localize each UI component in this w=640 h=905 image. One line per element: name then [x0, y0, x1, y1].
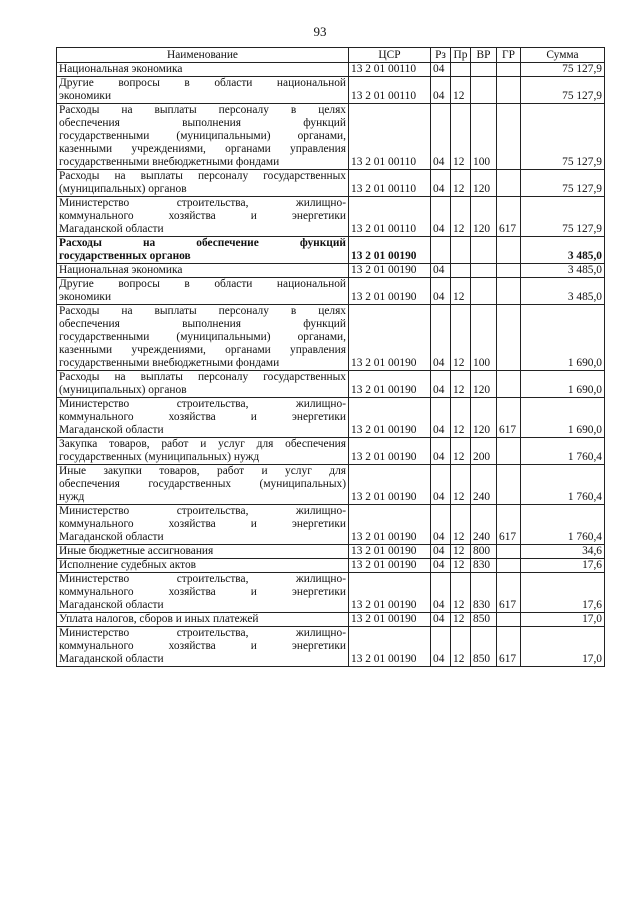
row-csr: 13 2 01 00190 — [349, 573, 431, 613]
row-sum: 3 485,0 — [521, 237, 605, 264]
row-sum: 3 485,0 — [521, 264, 605, 278]
row-csr: 13 2 01 00190 — [349, 613, 431, 627]
page-number: 93 — [313, 24, 327, 39]
row-name-line: Магаданской области — [59, 653, 164, 665]
row-rz: 04 — [431, 77, 451, 104]
row-gr — [497, 264, 521, 278]
row-sum: 75 127,9 — [521, 170, 605, 197]
row-pr: 12 — [451, 305, 471, 371]
row-rz: 04 — [431, 197, 451, 237]
row-gr — [497, 63, 521, 77]
row-pr: 12 — [451, 371, 471, 398]
row-name-line: Министерство строительства, жилищно- — [59, 398, 346, 410]
row-sum: 17,6 — [521, 559, 605, 573]
row-pr: 12 — [451, 465, 471, 505]
row-pr — [451, 63, 471, 77]
row-vr: 100 — [471, 305, 497, 371]
row-pr: 12 — [451, 627, 471, 667]
row-rz: 04 — [431, 438, 451, 465]
table-row — [57, 627, 605, 667]
row-csr: 13 2 01 00190 — [349, 438, 431, 465]
row-gr — [497, 465, 521, 505]
row-gr — [497, 545, 521, 559]
row-rz: 04 — [431, 545, 451, 559]
row-name-line: (муниципальных) органов — [59, 384, 187, 396]
row-rz: 04 — [431, 63, 451, 77]
table-row — [57, 264, 605, 278]
table-row — [57, 77, 605, 104]
row-rz: 04 — [431, 398, 451, 438]
row-vr: 830 — [471, 573, 497, 613]
row-name-line: государственными внебюджетными фондами — [59, 357, 280, 369]
row-sum: 1 760,4 — [521, 438, 605, 465]
row-sum: 3 485,0 — [521, 278, 605, 305]
row-csr: 13 2 01 00110 — [349, 170, 431, 197]
row-csr: 13 2 01 00190 — [349, 545, 431, 559]
row-sum: 75 127,9 — [521, 197, 605, 237]
row-vr: 830 — [471, 559, 497, 573]
row-rz: 04 — [431, 573, 451, 613]
row-pr: 12 — [451, 505, 471, 545]
row-name-line: Другие вопросы в области национальной — [59, 77, 346, 89]
row-gr — [497, 104, 521, 170]
row-name-line: казенными учреждениями, органами управления — [59, 143, 346, 155]
row-rz: 04 — [431, 170, 451, 197]
row-name-line: государственных (муниципальных) нужд — [59, 451, 260, 463]
row-csr: 13 2 01 00190 — [349, 559, 431, 573]
row-rz: 04 — [431, 278, 451, 305]
row-name-line: Уплата налогов, сборов и иных платежей — [59, 613, 259, 625]
row-vr — [471, 63, 497, 77]
column-header-vr: ВР — [471, 48, 497, 63]
row-pr: 12 — [451, 545, 471, 559]
row-sum: 34,6 — [521, 545, 605, 559]
row-vr: 850 — [471, 613, 497, 627]
table-header — [57, 48, 605, 63]
table-row — [57, 465, 605, 505]
row-name-line: Министерство строительства, жилищно- — [59, 197, 346, 209]
row-sum: 1 690,0 — [521, 305, 605, 371]
row-csr: 13 2 01 00190 — [349, 305, 431, 371]
row-name-line: коммунального хозяйства и энергетики — [59, 210, 346, 222]
row-name — [57, 104, 349, 170]
row-name-line: Иные бюджетные ассигнования — [59, 545, 214, 557]
row-name-line: коммунального хозяйства и энергетики — [59, 586, 346, 598]
row-name-line: нужд — [59, 491, 85, 503]
row-vr: 120 — [471, 371, 497, 398]
row-gr: 617 — [497, 573, 521, 613]
row-name-line: Магаданской области — [59, 599, 164, 611]
row-csr: 13 2 01 00190 — [349, 627, 431, 667]
row-rz: 04 — [431, 613, 451, 627]
table-row — [57, 559, 605, 573]
row-sum: 17,0 — [521, 613, 605, 627]
row-vr: 100 — [471, 104, 497, 170]
table-row — [57, 371, 605, 398]
row-name-line: Национальная экономика — [59, 264, 183, 276]
budget-table — [56, 47, 605, 667]
row-name-line: Министерство строительства, жилищно- — [59, 627, 346, 639]
row-name — [57, 573, 349, 613]
row-gr — [497, 559, 521, 573]
table-row — [57, 398, 605, 438]
row-sum: 1 760,4 — [521, 465, 605, 505]
table-row — [57, 613, 605, 627]
row-name-line: коммунального хозяйства и энергетики — [59, 518, 346, 530]
row-pr: 12 — [451, 613, 471, 627]
row-name — [57, 545, 349, 559]
row-rz — [431, 237, 451, 264]
row-vr: 240 — [471, 465, 497, 505]
row-name-line: государственными (муниципальными) органами, — [59, 130, 346, 142]
row-csr: 13 2 01 00110 — [349, 104, 431, 170]
row-name-line: обеспечения выполнения функций — [59, 318, 346, 330]
row-name-line: казенными учреждениями, органами управления — [59, 344, 346, 356]
row-pr: 12 — [451, 104, 471, 170]
column-header-name: Наименование — [57, 48, 349, 63]
row-vr: 120 — [471, 398, 497, 438]
row-vr — [471, 278, 497, 305]
row-gr — [497, 278, 521, 305]
row-csr: 13 2 01 00190 — [349, 398, 431, 438]
row-name-line: Магаданской области — [59, 424, 164, 436]
row-rz: 04 — [431, 371, 451, 398]
table-row — [57, 104, 605, 170]
row-rz: 04 — [431, 559, 451, 573]
table-body — [57, 63, 605, 667]
column-header-csr: ЦСР — [349, 48, 431, 63]
column-header-sum: Сумма — [521, 48, 605, 63]
row-csr: 13 2 01 00110 — [349, 63, 431, 77]
row-pr: 12 — [451, 77, 471, 104]
row-name-line: экономики — [59, 90, 112, 102]
row-name-line: обеспечения выполнения функций — [59, 117, 346, 129]
row-pr: 12 — [451, 278, 471, 305]
row-gr — [497, 170, 521, 197]
table-row — [57, 573, 605, 613]
row-name-line: обеспечения государственных (муниципальных) — [59, 478, 346, 490]
row-name-line: Министерство строительства, жилищно- — [59, 505, 346, 517]
table-row — [57, 278, 605, 305]
row-rz: 04 — [431, 305, 451, 371]
row-name-line: государственных органов — [59, 250, 191, 262]
row-name — [57, 63, 349, 77]
row-name-line: государственными внебюджетными фондами — [59, 156, 280, 168]
row-name-line: Расходы на обеспечение функций — [59, 237, 346, 249]
row-name-line: Другие вопросы в области национальной — [59, 278, 346, 290]
row-csr: 13 2 01 00110 — [349, 77, 431, 104]
row-name-line: Расходы на выплаты персоналу государственных — [59, 371, 346, 383]
row-name — [57, 305, 349, 371]
row-name — [57, 627, 349, 667]
row-rz: 04 — [431, 627, 451, 667]
row-gr — [497, 613, 521, 627]
row-name — [57, 264, 349, 278]
row-name-line: Расходы на выплаты персоналу государственных — [59, 170, 346, 182]
row-pr: 12 — [451, 573, 471, 613]
row-vr: 120 — [471, 197, 497, 237]
row-pr: 12 — [451, 559, 471, 573]
row-name — [57, 278, 349, 305]
table-row — [57, 305, 605, 371]
row-vr: 850 — [471, 627, 497, 667]
row-name-line: Национальная экономика — [59, 63, 183, 75]
row-gr: 617 — [497, 197, 521, 237]
row-name-line: коммунального хозяйства и энергетики — [59, 411, 346, 423]
table-row — [57, 63, 605, 77]
row-pr: 12 — [451, 197, 471, 237]
row-name-line: Министерство строительства, жилищно- — [59, 573, 346, 585]
column-header-pr: Пр — [451, 48, 471, 63]
row-gr — [497, 371, 521, 398]
row-gr — [497, 77, 521, 104]
row-sum: 1 760,4 — [521, 505, 605, 545]
row-pr — [451, 264, 471, 278]
row-rz: 04 — [431, 104, 451, 170]
table-row — [57, 197, 605, 237]
row-pr: 12 — [451, 398, 471, 438]
row-csr: 13 2 01 00190 — [349, 278, 431, 305]
row-name-line: экономики — [59, 291, 112, 303]
row-pr — [451, 237, 471, 264]
row-vr — [471, 264, 497, 278]
row-sum: 75 127,9 — [521, 63, 605, 77]
table-row — [57, 505, 605, 545]
row-name-line: Магаданской области — [59, 223, 164, 235]
row-name-line: (муниципальных) органов — [59, 183, 187, 195]
row-gr — [497, 237, 521, 264]
row-name — [57, 398, 349, 438]
row-name — [57, 170, 349, 197]
row-name — [57, 77, 349, 104]
row-vr: 800 — [471, 545, 497, 559]
row-name — [57, 613, 349, 627]
row-name-line: государственными (муниципальными) органами, — [59, 331, 346, 343]
row-csr: 13 2 01 00190 — [349, 505, 431, 545]
row-vr: 200 — [471, 438, 497, 465]
row-sum: 1 690,0 — [521, 398, 605, 438]
row-name-line: коммунального хозяйства и энергетики — [59, 640, 346, 652]
row-pr: 12 — [451, 438, 471, 465]
row-gr — [497, 305, 521, 371]
table-row — [57, 545, 605, 559]
row-pr: 12 — [451, 170, 471, 197]
row-name-line: Закупка товаров, работ и услуг для обеспечения — [59, 438, 346, 450]
row-csr: 13 2 01 00190 — [349, 237, 431, 264]
row-gr: 617 — [497, 398, 521, 438]
row-name — [57, 465, 349, 505]
row-name — [57, 505, 349, 545]
row-csr: 13 2 01 00190 — [349, 371, 431, 398]
table-row — [57, 170, 605, 197]
row-csr: 13 2 01 00190 — [349, 264, 431, 278]
row-gr: 617 — [497, 627, 521, 667]
table-row — [57, 237, 605, 264]
column-header-gr: ГР — [497, 48, 521, 63]
table-row — [57, 438, 605, 465]
row-rz: 04 — [431, 505, 451, 545]
row-sum: 75 127,9 — [521, 77, 605, 104]
row-name — [57, 559, 349, 573]
row-sum: 75 127,9 — [521, 104, 605, 170]
column-header-rz: Рз — [431, 48, 451, 63]
row-csr: 13 2 01 00110 — [349, 197, 431, 237]
row-name-line: Магаданской области — [59, 531, 164, 543]
row-csr: 13 2 01 00190 — [349, 465, 431, 505]
row-rz: 04 — [431, 264, 451, 278]
row-name-line: Расходы на выплаты персоналу в целях — [59, 305, 346, 317]
row-rz: 04 — [431, 465, 451, 505]
row-name — [57, 438, 349, 465]
row-name-line: Иные закупки товаров, работ и услуг для — [59, 465, 346, 477]
row-gr: 617 — [497, 505, 521, 545]
row-name — [57, 371, 349, 398]
row-sum: 17,0 — [521, 627, 605, 667]
row-vr — [471, 77, 497, 104]
row-vr — [471, 237, 497, 264]
row-vr: 240 — [471, 505, 497, 545]
row-name-line: Расходы на выплаты персоналу в целях — [59, 104, 346, 116]
row-name — [57, 237, 349, 264]
row-sum: 17,6 — [521, 573, 605, 613]
row-gr — [497, 438, 521, 465]
row-vr: 120 — [471, 170, 497, 197]
row-name-line: Исполнение судебных актов — [59, 559, 197, 571]
row-name — [57, 197, 349, 237]
row-sum: 1 690,0 — [521, 371, 605, 398]
